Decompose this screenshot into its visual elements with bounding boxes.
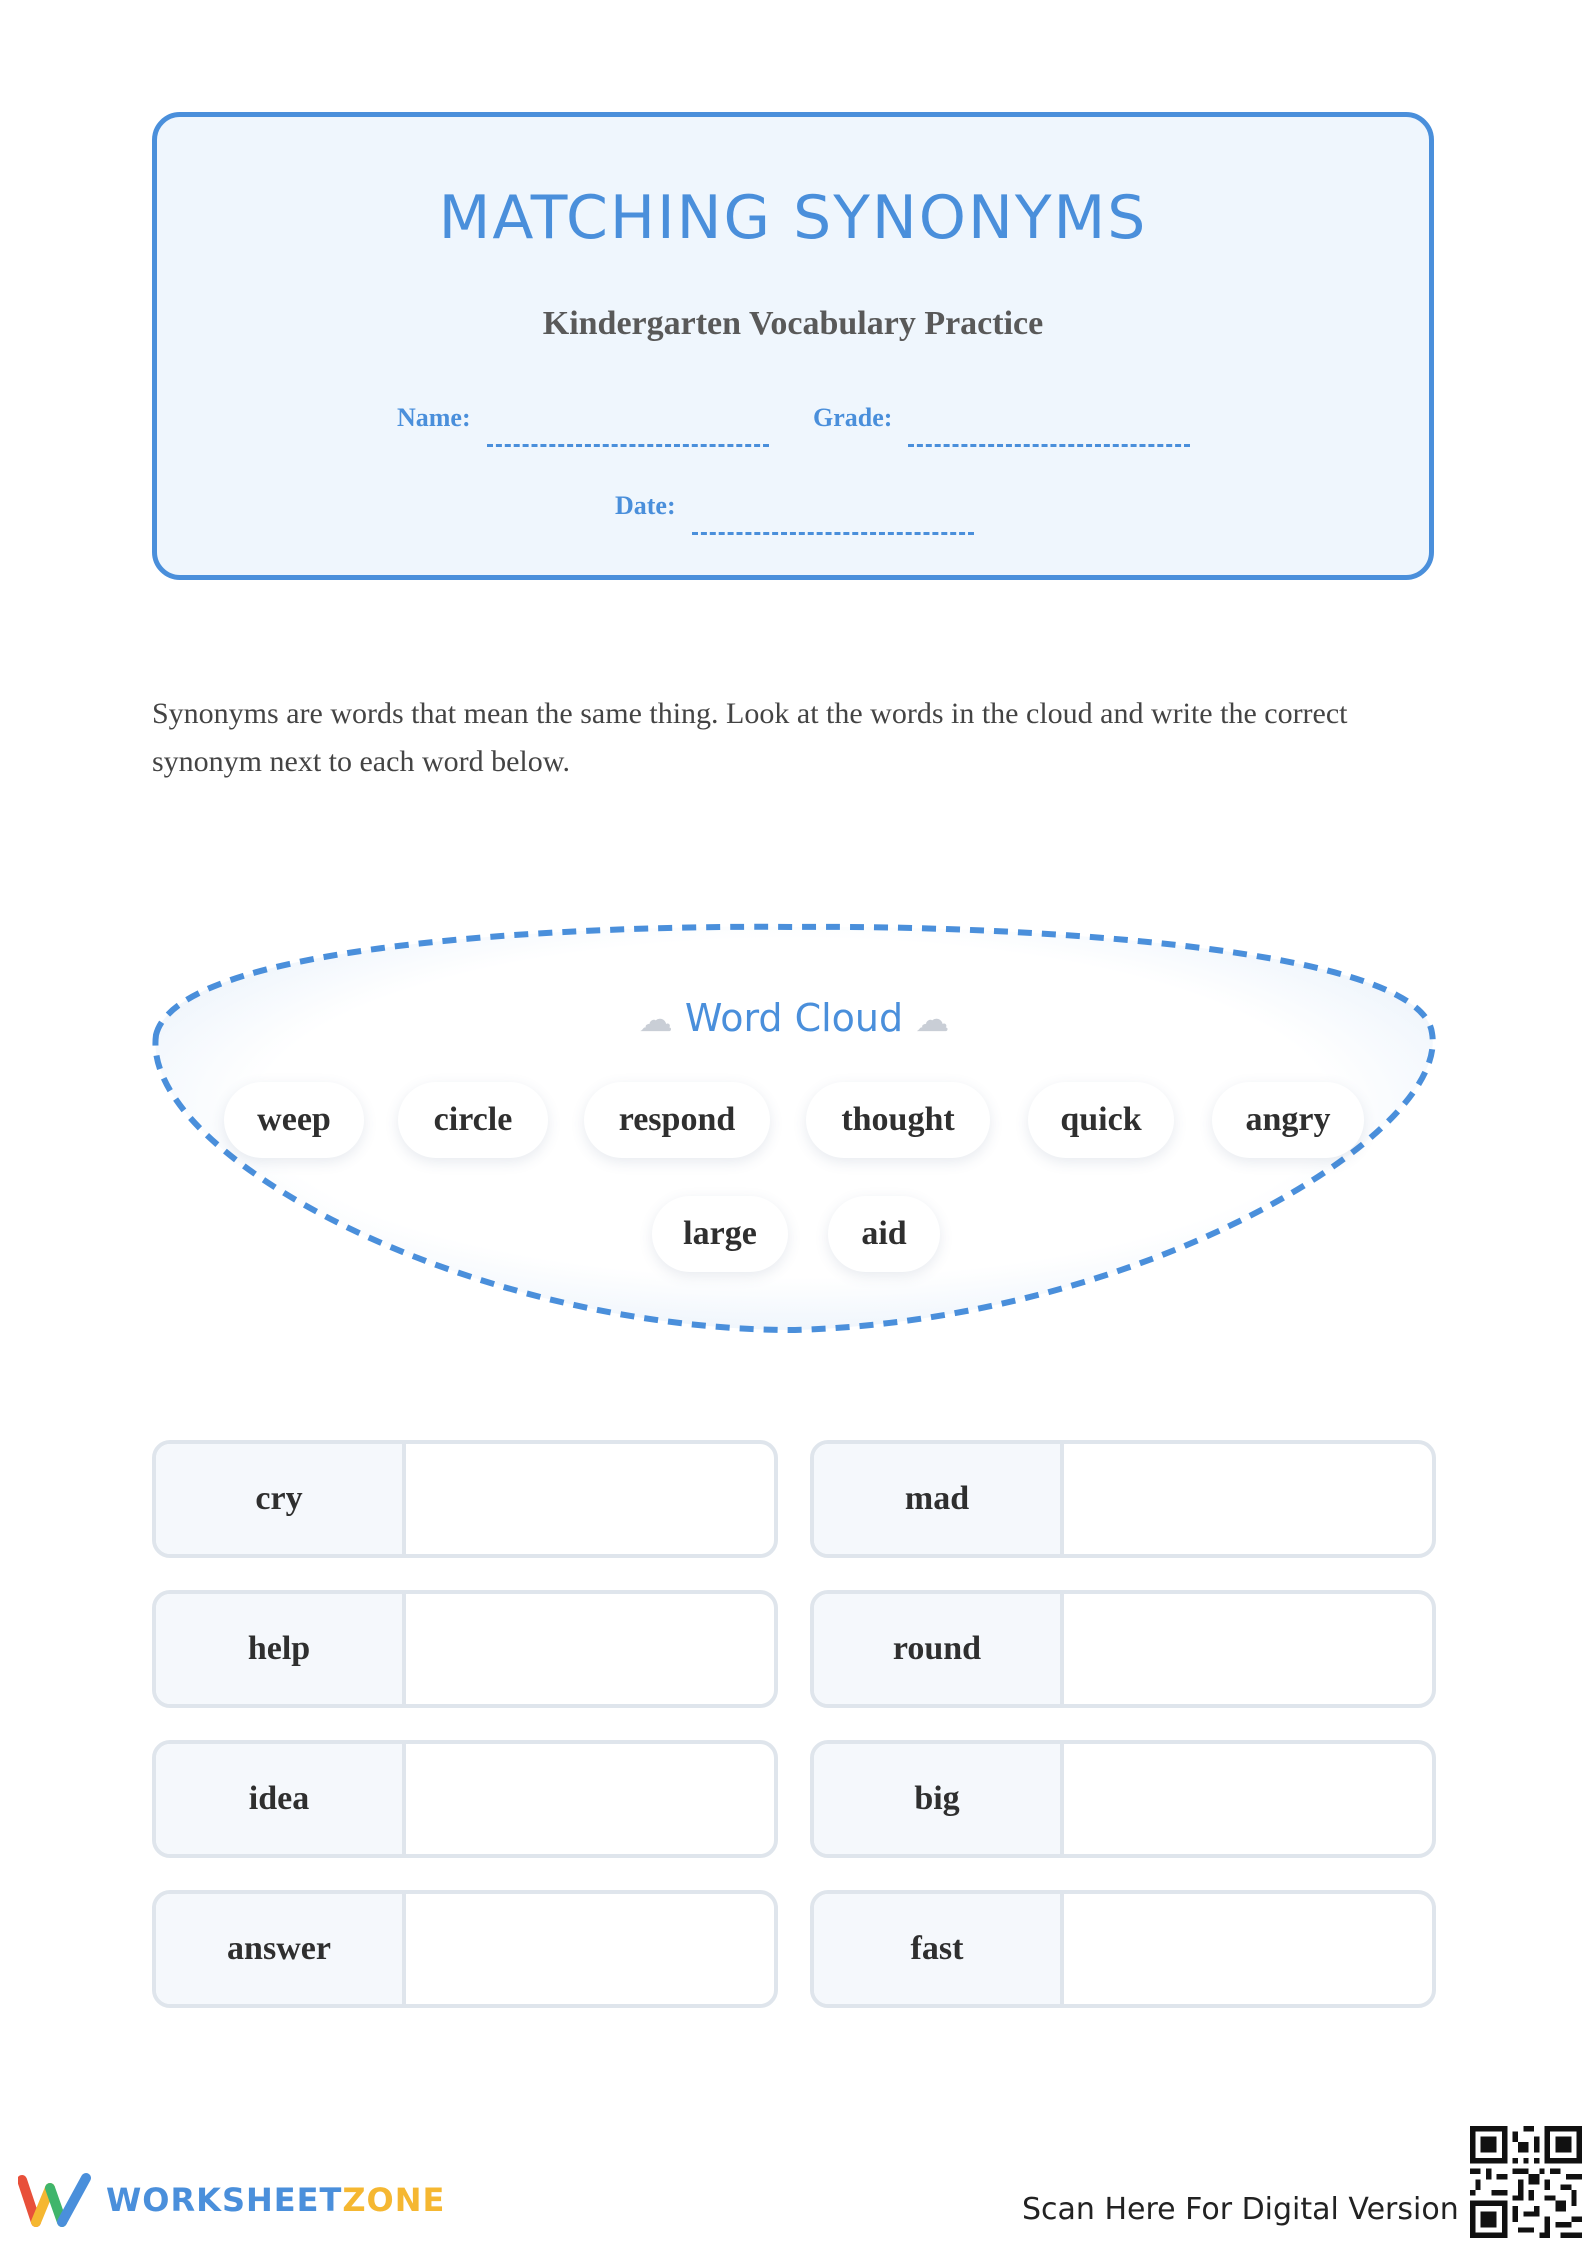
cloud-icon: ☁ xyxy=(915,1000,950,1040)
date-line[interactable] xyxy=(692,515,974,535)
answer-box[interactable] xyxy=(410,1744,774,1854)
match-row xyxy=(810,1590,1436,1708)
match-word: help xyxy=(156,1594,406,1704)
answer-box[interactable] xyxy=(410,1444,774,1554)
match-row xyxy=(152,1590,778,1708)
name-line[interactable] xyxy=(487,427,769,447)
date-field[interactable] xyxy=(615,491,974,521)
cloud-word: large xyxy=(652,1196,788,1272)
cloud-word: respond xyxy=(584,1082,770,1158)
cloud-word: quick xyxy=(1028,1082,1174,1158)
cloud-word: weep xyxy=(224,1082,364,1158)
logo-w-icon xyxy=(18,2172,92,2228)
answer-box[interactable] xyxy=(1068,1894,1432,2004)
answer-box[interactable] xyxy=(1068,1444,1432,1554)
name-field[interactable] xyxy=(397,403,769,433)
match-word: answer xyxy=(156,1894,406,2004)
cloud-word: angry xyxy=(1212,1082,1364,1158)
cloud-word: thought xyxy=(806,1082,990,1158)
answer-box[interactable] xyxy=(1068,1744,1432,1854)
word-cloud-title-text: Word Cloud xyxy=(684,996,904,1040)
cloud-word: aid xyxy=(828,1196,940,1272)
match-row xyxy=(810,1890,1436,2008)
match-word: fast xyxy=(814,1894,1064,2004)
page-subtitle: Kindergarten Vocabulary Practice xyxy=(542,305,1044,342)
match-row xyxy=(810,1740,1436,1858)
worksheetzone-logo[interactable] xyxy=(18,2172,445,2228)
answer-box[interactable] xyxy=(410,1594,774,1704)
page-title: MATCHING SYNONYMS xyxy=(438,183,1148,253)
match-word: idea xyxy=(156,1744,406,1854)
answer-box[interactable] xyxy=(1068,1594,1432,1704)
scan-text: Scan Here For Digital Version xyxy=(1022,2192,1459,2227)
date-label: Date: xyxy=(615,491,676,520)
grade-field[interactable] xyxy=(813,403,1190,433)
answer-box[interactable] xyxy=(410,1894,774,2004)
qr-code-icon[interactable] xyxy=(1470,2126,1582,2238)
cloud-icon: ☁ xyxy=(638,1000,673,1040)
match-word: cry xyxy=(156,1444,406,1554)
instructions-text: Synonyms are words that mean the same thing. Look at the words in the cloud and write the correct synonym next to each word below. xyxy=(152,697,1348,778)
grade-label: Grade: xyxy=(813,403,893,432)
match-word: mad xyxy=(814,1444,1064,1554)
name-label: Name: xyxy=(397,403,471,432)
logo-text: WORKSHEETZONE xyxy=(106,2181,446,2219)
match-row xyxy=(152,1440,778,1558)
grade-line[interactable] xyxy=(908,427,1190,447)
match-row xyxy=(810,1440,1436,1558)
match-word: round xyxy=(814,1594,1064,1704)
word-cloud-title xyxy=(0,996,1588,1040)
match-row xyxy=(152,1890,778,2008)
cloud-word: circle xyxy=(398,1082,548,1158)
match-row xyxy=(152,1740,778,1858)
header-box xyxy=(152,112,1434,580)
match-word: big xyxy=(814,1744,1064,1854)
